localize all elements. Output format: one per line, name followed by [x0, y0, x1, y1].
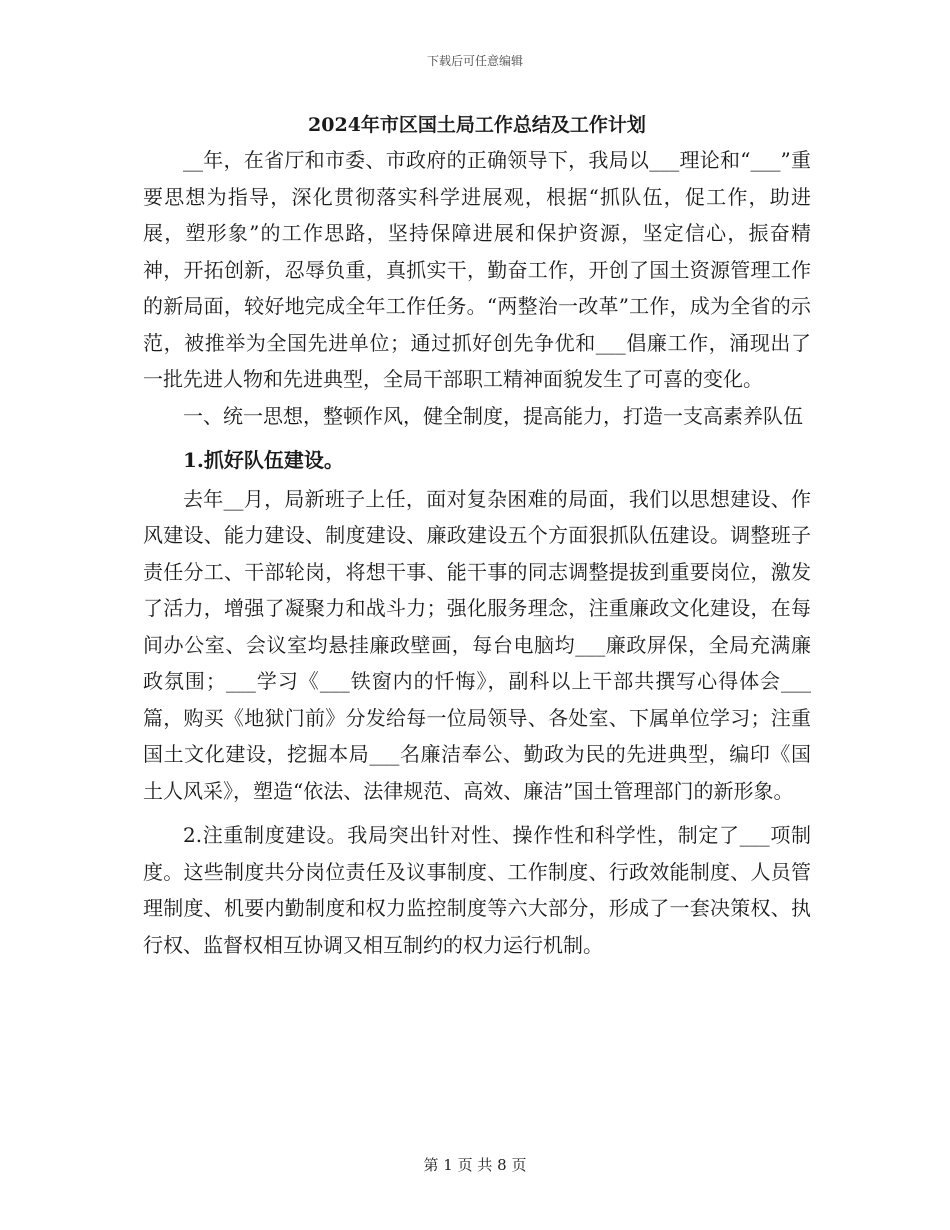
team-building-paragraph: 去年__月，局新班子上任，面对复杂困难的局面，我们以思想建设、作风建设、能力建设、制度建设、廉政建设五个方面狠抓队伍建设。调整班子责任分工、干部轮岗，将想干事、能干事的同志调整提拔到重要岗位，激发了活力，增强了凝聚力和战斗力；强化服务理念，注重廉政文化建设，在每间办公室、会议室均悬挂廉政壁画，每台电脑均___廉政屏保，全局充满廉政氛围；___学习《___铁窗内的忏悔》，副科以上干部共撰写心得体会___篇，购买《地狱门前》分发给每一位局领导、各处室、下属单位学习；注重国土文化建设，挖掘本局___名廉洁奉公、勤政为民的先进典型，编印《国土人风采》，塑造“依法、法律规范、高效、廉洁”国土管理部门的新形象。: [143, 486, 811, 803]
download-note: 下载后可任意编辑: [426, 54, 523, 68]
section-heading-1: 一、统一思想，整顿作风，健全制度，提高能力，打造一支高素养队伍: [183, 403, 803, 428]
intro-paragraph: __年，在省厅和市委、市政府的正确领导下，我局以___理论和“___”重要思想为指导，深化贯彻落实科学进展观，根据“抓队伍，促工作，助进展，塑形象”的工作思路，坚持保障进展和保护资源，坚定信心，振奋精神，开拓创新，忍辱负重，真抓实干，勤奋工作，开创了国土资源管理工作的新局面，较好地完成全年工作任务。“两整治一改革”工作，成为全省的示范，被推举为全国先进单位；通过抓好创先争优和___倡廉工作，涌现出了一批先进人物和先进典型，全局干部职工精神面貌发生了可喜的变化。: [143, 148, 811, 391]
document-title: 2024年市区国土局工作总结及工作计划: [308, 114, 646, 136]
document-body: [143, 112, 811, 963]
subsection-heading-1: 1.抓好队伍建设。: [183, 448, 344, 472]
page-number: 第 1 页 共 8 页: [423, 1156, 527, 1174]
system-building-paragraph: 2.注重制度建设。我局突出针对性、操作性和科学性，制定了___项制度。这些制度共分岗位责任及议事制度、工作制度、行政效能制度、人员管理制度、机要内勤制度和权力监控制度等六大部分，形成了一套决策权、执行权、监督权相互协调又相互制约的权力运行机制。: [143, 823, 811, 957]
